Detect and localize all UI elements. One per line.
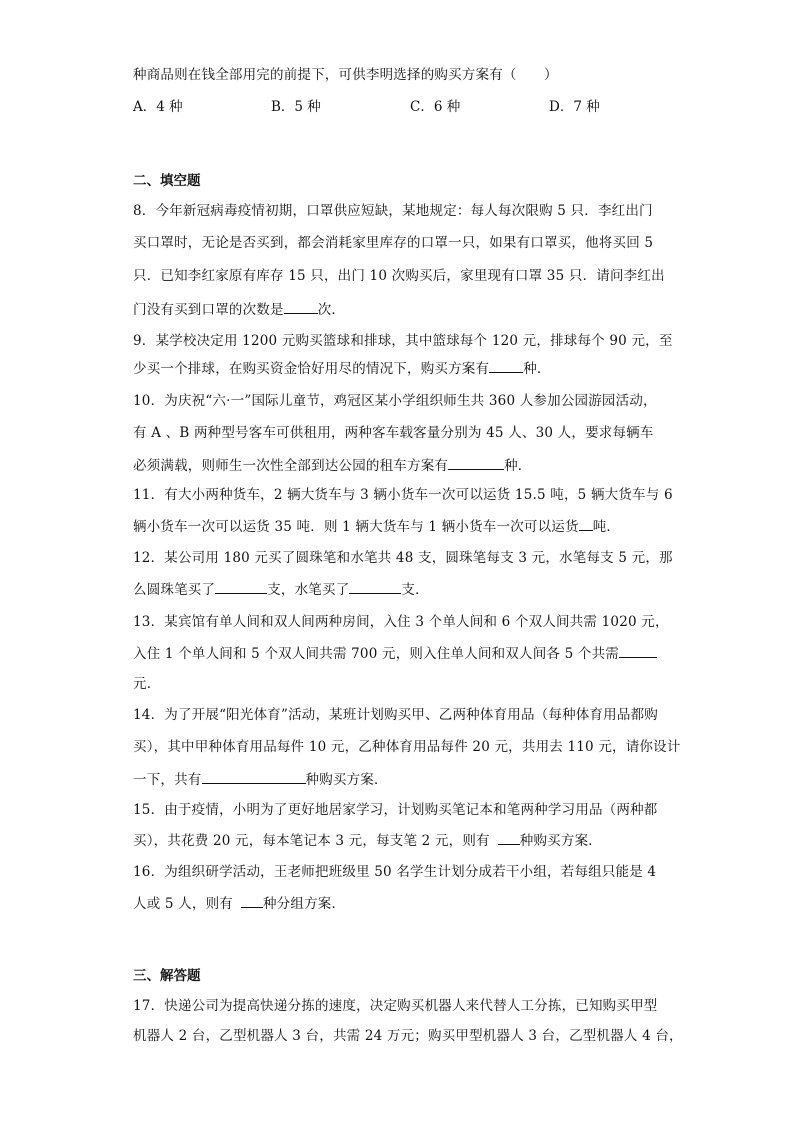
q12-waterpen-blank[interactable] [349,579,401,594]
q13-line1: 13．某宾馆有单人间和双人间两种房间，入住 3 个单人间和 6 个双人间共需 1020 元， [133,614,669,630]
q7-option-b: B．5 种 [271,99,321,115]
q16-line1: 16．为组织研学活动，王老师把班级里 50 名学生计划分成若干小组，若每组只能是 4 [133,864,657,880]
q10-line3: 必须满载，则师生一次性全部到达公园的租车方案有 种． [133,455,673,476]
q7-option-d: D．7 种 [549,99,600,115]
section-answer-title: 三、解答题 [133,968,201,984]
q8-line1: 8．今年新冠病毒疫情初期，口罩供应短缺，某地规定：每人每次限购 5 只．李红出门 [133,203,653,219]
q13-line3: 元． [133,676,161,692]
q14-line2: 买），其中甲种体育用品每件 10 元，乙种体育用品每件 20 元，共用去 110 元，请你设计 [133,739,681,755]
q12-line1: 12．某公司用 180 元买了圆珠笔和水笔共 48 支，圆珠笔每支 3 元，水笔每支 5 元，那 [133,550,673,566]
q12-ballpen-blank[interactable] [215,579,267,594]
q8-answer-blank[interactable] [284,299,318,314]
q17-line2: 机器人 2 台，乙型机器人 3 台，共需 24 万元；购买甲型机器人 3 台，乙型机器人 4 台， [133,1028,683,1044]
q8-line3: 只．已知李红家原有库存 15 只，出门 10 次购买后，家里现有口罩 35 只．请问李红出 [133,268,665,284]
q10-answer-blank[interactable] [448,455,504,470]
q11-line1: 11．有大小两种货车，2 辆大货车与 3 辆小货车一次可以运货 15.5 吨，5 辆大货车与 6 [133,487,673,503]
q7-option-a: A．4 种 [133,99,183,115]
q13-line2: 入住 1 个单人间和 5 个双人间共需 700 元，则入住单人间和双人间各 5 个共需 [133,643,673,664]
q9-answer-blank[interactable] [489,358,523,373]
q15-answer-blank[interactable] [498,830,520,845]
q14-line3: 一下，共有 种购买方案． [133,769,673,790]
q16-line2: 人或 5 人，则有 种分组方案． [133,893,673,914]
q17-line1: 17．快递公司为提高快递分拣的速度，决定购买机器人来代替人工分拣，已知购买甲型 [133,998,658,1014]
q12-line2: 么圆珠笔买了 支，水笔买了 支． [133,579,673,600]
q8-line4: 门没有买到口罩的次数是 次． [133,299,673,320]
q9-line2: 少买一个排球，在购买资金恰好用尽的情况下，购买方案有 种． [133,358,673,379]
section-fill-in-title: 二、填空题 [133,173,201,189]
q13-answer-blank[interactable] [619,643,657,658]
q15-line2: 买），共花费 20 元，每本笔记本 3 元，每支笔 2 元，则有 种购买方案． [133,830,673,851]
q10-line1: 10．为庆祝“六·一”国际儿童节，鸡冠区某小学组织师生共 360 人参加公园游园活动， [133,393,657,409]
q14-answer-blank[interactable] [202,769,306,784]
q10-line2: 有 A 、B 两种型号客车可供租用，两种客车载客量分别为 45 人、30 人，要求每辆车 [133,425,654,441]
q11-line2: 辆小货车一次可以运货 35 吨．则 1 辆大货车与 1 辆小货车一次可以运货 吨． [133,516,673,537]
q7-option-c: C．6 种 [410,99,461,115]
q7-tail: 种商品则在钱全部用完的前提下，可供李明选择的购买方案有（ ） [133,67,558,83]
q14-line1: 14．为了开展“阳光体育”活动，某班计划购买甲、乙两种体育用品（每种体育用品都购 [133,707,658,723]
q8-line2: 买口罩时，无论是否买到，都会消耗家里库存的口罩一只，如果有口罩买，他将买回 5 [133,235,654,251]
q15-line1: 15．由于疫情，小明为了更好地居家学习，计划购买笔记本和笔两种学习用品（两种都 [133,802,658,818]
q9-line1: 9．某学校决定用 1200 元购买篮球和排球，其中篮球每个 120 元，排球每个 90 元，至 [133,333,673,349]
q11-answer-blank[interactable] [579,516,593,531]
q16-answer-blank[interactable] [241,893,263,908]
